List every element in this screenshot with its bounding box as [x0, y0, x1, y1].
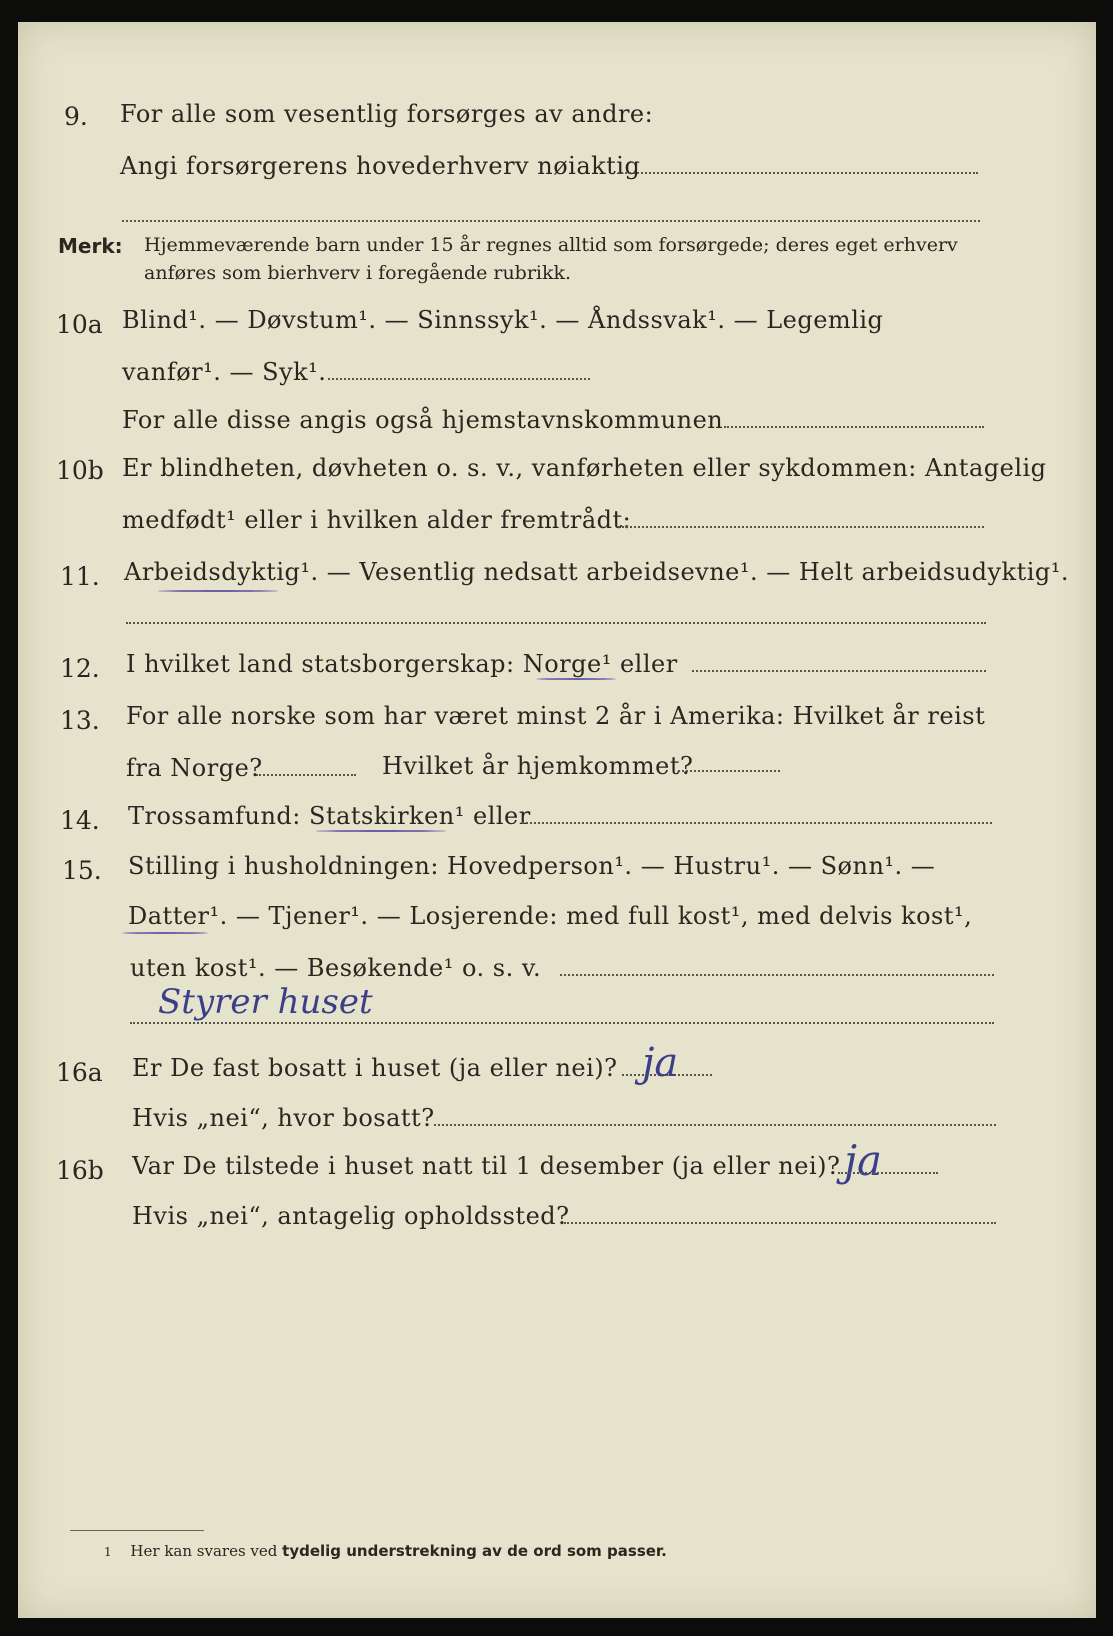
q10a-line1: Blind¹. — Døvstum¹. — Sinnssyk¹. — Åndssvak¹. — Legemlig	[122, 306, 884, 334]
q15-line1: Stilling i husholdningen: Hovedperson¹. — Hustru¹. — Sønn¹. —	[128, 852, 936, 880]
q14-answer-line[interactable]	[522, 822, 992, 824]
q16a-line1: Er De fast bosatt i huset (ja eller nei)?	[132, 1054, 618, 1082]
q10b-line2: medfødt¹ eller i hvilken alder fremtrådt:	[122, 506, 632, 534]
q16a-line2: Hvis „nei“, hvor bosatt?	[132, 1104, 435, 1132]
q16a-residence-line[interactable]	[434, 1124, 996, 1126]
q16a-number: 16a	[56, 1058, 103, 1087]
q9-number: 9.	[64, 102, 88, 131]
q12-line1: I hvilket land statsborgerskap: Norge¹ eller	[126, 650, 678, 678]
q16b-number: 16b	[56, 1156, 104, 1185]
q12-answer-line[interactable]	[692, 670, 986, 672]
q15-number: 15.	[62, 856, 102, 885]
q13-line2b: Hvilket år hjemkommet?	[382, 752, 694, 780]
q10a-number: 10a	[56, 310, 103, 339]
footnote-text-a: Her kan svares ved	[130, 1542, 278, 1560]
q10a-hometown-line[interactable]	[724, 426, 984, 428]
q10a-line3: For alle disse angis også hjemstavnskommunen	[122, 406, 724, 434]
q15-answer-line[interactable]	[560, 974, 994, 976]
q16b-line1: Var De tilstede i huset natt til 1 desember (ja eller nei)?	[132, 1152, 841, 1180]
q10b-number: 10b	[56, 456, 104, 485]
q9-answer-line[interactable]	[618, 172, 978, 174]
footnote-rule	[70, 1530, 204, 1531]
q13-number: 13.	[60, 706, 100, 735]
q14-number: 14.	[60, 806, 100, 835]
q15-line2: Datter¹. — Tjener¹. — Losjerende: med full kost¹, med delvis kost¹,	[128, 902, 973, 930]
q10b-line1: Er blindheten, døvheten o. s. v., vanførheten eller sykdommen: Antagelig	[122, 454, 1047, 482]
q12-underline-mark	[536, 678, 616, 680]
q11-answer-line[interactable]	[126, 622, 986, 624]
q9-line1: For alle som vesentlig forsørges av andre:	[120, 100, 654, 128]
census-form-page	[18, 22, 1096, 1618]
q14-underline-mark	[316, 830, 446, 832]
q10a-answer-line[interactable]	[328, 378, 590, 380]
q13-return-line[interactable]	[678, 770, 780, 772]
q15-handwritten-answer: Styrer huset	[158, 982, 373, 1022]
q12-number: 12.	[60, 654, 100, 683]
q11-number: 11.	[60, 562, 100, 591]
footnote	[104, 1542, 667, 1560]
q11-line1: Arbeidsdyktig¹. — Vesentlig nedsatt arbeidsevne¹. — Helt arbeidsudyktig¹.	[124, 558, 1070, 586]
q16a-handwritten-answer: ja	[642, 1040, 679, 1086]
q15-answer-line-2[interactable]	[130, 1022, 994, 1024]
footnote-mark: 1	[104, 1545, 112, 1559]
q16b-answer-line[interactable]	[838, 1172, 938, 1174]
merk-label: Merk:	[58, 234, 123, 258]
q15-line3: uten kost¹. — Besøkende¹ o. s. v.	[130, 954, 542, 982]
q10a-line2: vanfør¹. — Syk¹.	[122, 358, 327, 386]
q13-line1: For alle norske som har været minst 2 år i Amerika: Hvilket år reist	[126, 702, 986, 730]
footnote-text-b: tydelig understrekning av de ord som passer.	[282, 1542, 667, 1560]
q13-line2a: fra Norge?	[126, 754, 263, 782]
q14-line1: Trossamfund: Statskirken¹ eller	[128, 802, 531, 830]
q9-answer-line-2[interactable]	[122, 220, 980, 222]
q11-underline-mark	[158, 590, 278, 592]
q13-departure-line[interactable]	[256, 774, 356, 776]
q10b-answer-line[interactable]	[618, 526, 984, 528]
merk-line1: Hjemmeværende barn under 15 år regnes alltid som forsørgede; deres eget erhverv	[144, 234, 958, 256]
q15-underline-mark	[122, 932, 208, 934]
q16b-handwritten-answer: ja	[844, 1136, 883, 1185]
merk-line2: anføres som bierhverv i foregående rubrikk.	[144, 262, 572, 284]
q16b-location-line[interactable]	[564, 1222, 996, 1224]
q16b-line2: Hvis „nei“, antagelig opholdssted?	[132, 1202, 570, 1230]
q9-line2: Angi forsørgerens hovederhverv nøiaktig	[120, 152, 641, 180]
